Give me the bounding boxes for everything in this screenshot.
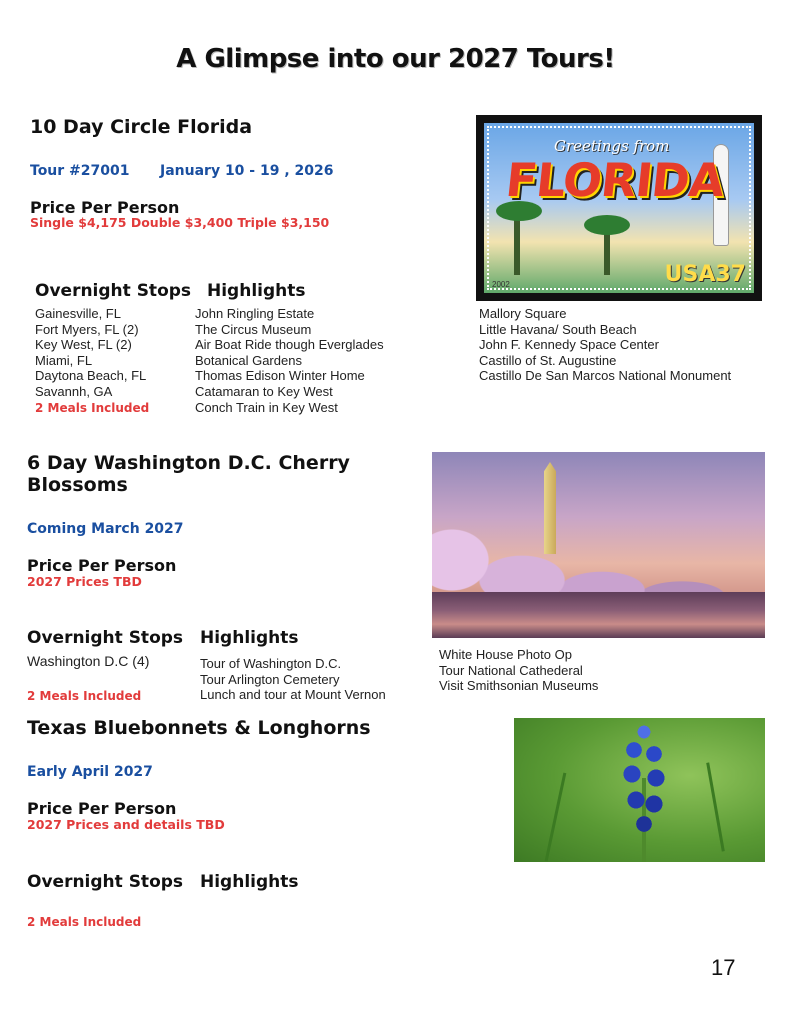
- overnight-stops-heading: Overnight Stops: [27, 872, 184, 892]
- list-item: Thomas Edison Winter Home: [195, 368, 365, 384]
- tour-title-dc-line2: Blossoms: [27, 474, 128, 496]
- price-text: Single $4,175 Double $3,400 Triple $3,150: [30, 215, 330, 230]
- list-item: Conch Train in Key West: [195, 399, 338, 415]
- list-item: Savannh, GA: [35, 383, 113, 399]
- stamp-word: FLORIDA: [503, 153, 727, 207]
- tour-dates: January 10 - 19 , 2026: [160, 163, 334, 179]
- meals-included: 2 Meals Included: [35, 401, 150, 415]
- list-item: The Circus Museum: [195, 321, 312, 337]
- page-number: 17: [711, 955, 736, 980]
- price-text: 2027 Prices TBD: [27, 574, 142, 589]
- overnight-stops-heading: Overnight Stops: [35, 281, 192, 301]
- stamp-year: 2002: [492, 280, 510, 289]
- overnight-stops-list: [35, 306, 146, 400]
- highlights-heading: Highlights: [200, 872, 299, 892]
- bluebonnet-flower-icon: [614, 720, 674, 850]
- price-heading: Price Per Person: [27, 799, 177, 818]
- list-item: Key West, FL (2): [35, 337, 132, 353]
- list-item: Tour Arlington Cemetery: [200, 671, 340, 687]
- highlights-heading: Highlights: [200, 628, 299, 648]
- list-item: Tour National Cathederal: [439, 662, 583, 678]
- highlights-list-1: [195, 306, 384, 415]
- list-item: Lunch and tour at Mount Vernon: [200, 687, 386, 703]
- stamp-greeting: Greetings from: [554, 137, 670, 155]
- florida-stamp-image: [476, 115, 762, 301]
- list-item: Mallory Square: [479, 306, 567, 321]
- list-item: Visit Smithsonian Museums: [439, 678, 599, 694]
- list-item: John F. Kennedy Space Center: [479, 337, 659, 353]
- list-item: Catamaran to Key West: [195, 383, 333, 399]
- list-item: Castillo of St. Augustine: [479, 352, 617, 368]
- list-item: Air Boat Ride though Everglades: [195, 337, 384, 353]
- list-item: John Ringling Estate: [195, 306, 315, 321]
- stamp-value: USA37: [664, 262, 746, 287]
- meals-included: 2 Meals Included: [27, 915, 142, 929]
- highlights-list-1: [200, 656, 386, 703]
- tour-title-dc-line1: 6 Day Washington D.C. Cherry: [27, 452, 350, 474]
- list-item: White House Photo Op: [439, 647, 572, 662]
- tour-subtitle-texas: Early April 2027: [27, 764, 153, 780]
- list-item: Gainesville, FL: [35, 306, 121, 321]
- list-item: Miami, FL: [35, 352, 93, 368]
- list-item: Little Havana/ South Beach: [479, 321, 637, 337]
- price-heading: Price Per Person: [30, 198, 180, 217]
- highlights-list-2: [479, 306, 731, 384]
- list-item: Castillo De San Marcos National Monument: [479, 368, 732, 384]
- list-item: Tour of Washington D.C.: [200, 656, 342, 671]
- cherry-blossom-photo: [432, 452, 765, 638]
- tour-title-texas: Texas Bluebonnets & Longhorns: [27, 717, 371, 739]
- meals-included: 2 Meals Included: [27, 689, 142, 703]
- bluebonnet-photo: [514, 718, 765, 862]
- overnight-stops-heading: Overnight Stops: [27, 628, 184, 648]
- price-heading: Price Per Person: [27, 556, 177, 575]
- list-item: Washington D.C (4): [27, 653, 150, 669]
- highlights-list-2: [439, 647, 598, 694]
- tour-number: Tour #27001: [30, 163, 130, 179]
- tour-subtitle-dc: Coming March 2027: [27, 521, 184, 537]
- price-text: 2027 Prices and details TBD: [27, 817, 225, 832]
- highlights-heading: Highlights: [207, 281, 306, 301]
- list-item: Fort Myers, FL (2): [35, 321, 139, 337]
- list-item: Botanical Gardens: [195, 352, 302, 368]
- tour-title-florida: 10 Day Circle Florida: [30, 116, 253, 138]
- page-title: A Glimpse into our 2027 Tours!: [176, 44, 615, 74]
- list-item: Daytona Beach, FL: [35, 368, 147, 384]
